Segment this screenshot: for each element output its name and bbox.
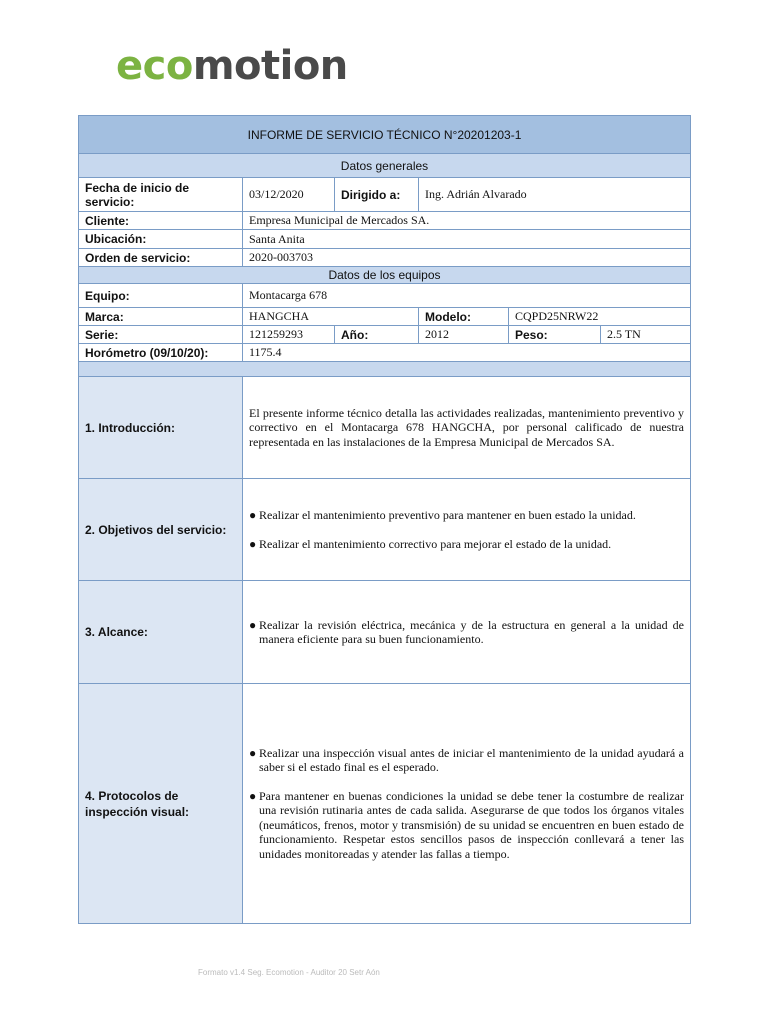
objetivos-body	[243, 479, 691, 581]
ubicacion-value: Santa Anita	[243, 230, 691, 249]
fecha-value: 03/12/2020	[243, 178, 335, 212]
bullet-icon: ●	[249, 617, 257, 632]
separator-cell	[79, 362, 691, 377]
row-ubicacion	[79, 230, 691, 249]
orden-label: Orden de servicio:	[79, 249, 243, 267]
marca-label: Marca:	[79, 308, 243, 326]
logo-eco: eco	[116, 43, 193, 89]
dirigido-label: Dirigido a:	[335, 178, 419, 212]
dirigido-value: Ing. Adrián Alvarado	[419, 178, 691, 212]
row-fecha	[79, 178, 691, 212]
bullet-icon: ●	[249, 508, 257, 522]
objetivos-label: 2. Objetivos del servicio:	[79, 479, 243, 581]
section-equipment	[79, 267, 691, 284]
equipo-value: Montacarga 678	[243, 284, 691, 308]
protocolos-body	[243, 684, 691, 924]
alcance-body	[243, 581, 691, 684]
alcance-list	[249, 618, 684, 647]
bullet-icon: ●	[249, 745, 257, 760]
row-marca	[79, 308, 691, 326]
introduccion-label: 1. Introducción:	[79, 377, 243, 479]
peso-value: 2.5 TN	[601, 326, 691, 344]
row-protocolos	[79, 684, 691, 924]
horometro-value: 1175.4	[243, 344, 691, 362]
ecomotion-logo	[116, 43, 348, 89]
alcance-label: 3. Alcance:	[79, 581, 243, 684]
protocolos-list	[249, 746, 684, 862]
protocolo-text: Para mantener en buenas condiciones la unidad se debe tener la costumbre de realizar una revisión rutinaria antes de cada salida. Asegurarse de que todos los órganos vitales (neumáticos, frenos, motor y transmisión) de su unidad se encuentren en buen estado de funcionamiento. Respetar estos sencillos pasos de inspección conllevará a tener las unidades monitoreadas y atender las fallas a tiempo.	[259, 788, 684, 861]
ubicacion-label: Ubicación:	[79, 230, 243, 249]
row-introduccion	[79, 377, 691, 479]
service-report-table	[78, 115, 691, 924]
row-serie	[79, 326, 691, 344]
list-item	[249, 746, 684, 775]
anio-value: 2012	[419, 326, 509, 344]
list-item	[249, 508, 684, 523]
row-cliente	[79, 212, 691, 230]
logo-motion: motion	[192, 43, 348, 89]
page-footer: Formato v1.4 Seg. Ecomotion - Auditor 20 Setr Aón	[198, 968, 380, 977]
objetivo-text: Realizar el mantenimiento preventivo para mantener en buen estado la unidad.	[259, 508, 636, 522]
marca-value: HANGCHA	[243, 308, 419, 326]
list-item	[249, 789, 684, 862]
horometro-label: Horómetro (09/10/20):	[79, 344, 243, 362]
equipo-label: Equipo:	[79, 284, 243, 308]
section-general-heading: Datos generales	[79, 154, 691, 178]
objetivos-list	[249, 508, 684, 551]
serie-value: 121259293	[243, 326, 335, 344]
row-objetivos	[79, 479, 691, 581]
cliente-value: Empresa Municipal de Mercados SA.	[243, 212, 691, 230]
section-equipment-heading: Datos de los equipos	[79, 267, 691, 284]
protocolo-text: Realizar una inspección visual antes de iniciar el mantenimiento de la unidad ayudará a saber si el estado final es el esperado.	[259, 745, 684, 775]
section-general	[79, 154, 691, 178]
bullet-icon: ●	[249, 536, 257, 551]
cliente-label: Cliente:	[79, 212, 243, 230]
list-item	[249, 537, 684, 552]
row-alcance	[79, 581, 691, 684]
modelo-label: Modelo:	[419, 308, 509, 326]
objetivo-text: Realizar el mantenimiento correctivo para mejorar el estado de la unidad.	[259, 536, 612, 551]
peso-label: Peso:	[509, 326, 601, 344]
fecha-label: Fecha de inicio de servicio:	[79, 178, 243, 212]
row-horometro	[79, 344, 691, 362]
protocolos-label: 4. Protocolos de inspección visual:	[79, 684, 243, 924]
separator-row	[79, 362, 691, 377]
alcance-text: Realizar la revisión eléctrica, mecánica y de la estructura en general a la unidad de manera eficiente para su buen funcionamiento.	[259, 617, 684, 646]
list-item	[249, 618, 684, 647]
serie-label: Serie:	[79, 326, 243, 344]
orden-value: 2020-003703	[243, 249, 691, 267]
bullet-icon: ●	[249, 788, 257, 803]
anio-label: Año:	[335, 326, 419, 344]
report-title: INFORME DE SERVICIO TÉCNICO N°20201203-1	[79, 116, 691, 154]
introduccion-text: El presente informe técnico detalla las actividades realizadas, mantenimiento preventivo y correctivo en el Montacarga 678 HANGCHA, por personal calificado de nuestra representada en las instalaciones de la Empresa Municipal de Mercados SA.	[243, 377, 691, 479]
modelo-value: CQPD25NRW22	[509, 308, 691, 326]
row-equipo	[79, 284, 691, 308]
title-row	[79, 116, 691, 154]
row-orden	[79, 249, 691, 267]
